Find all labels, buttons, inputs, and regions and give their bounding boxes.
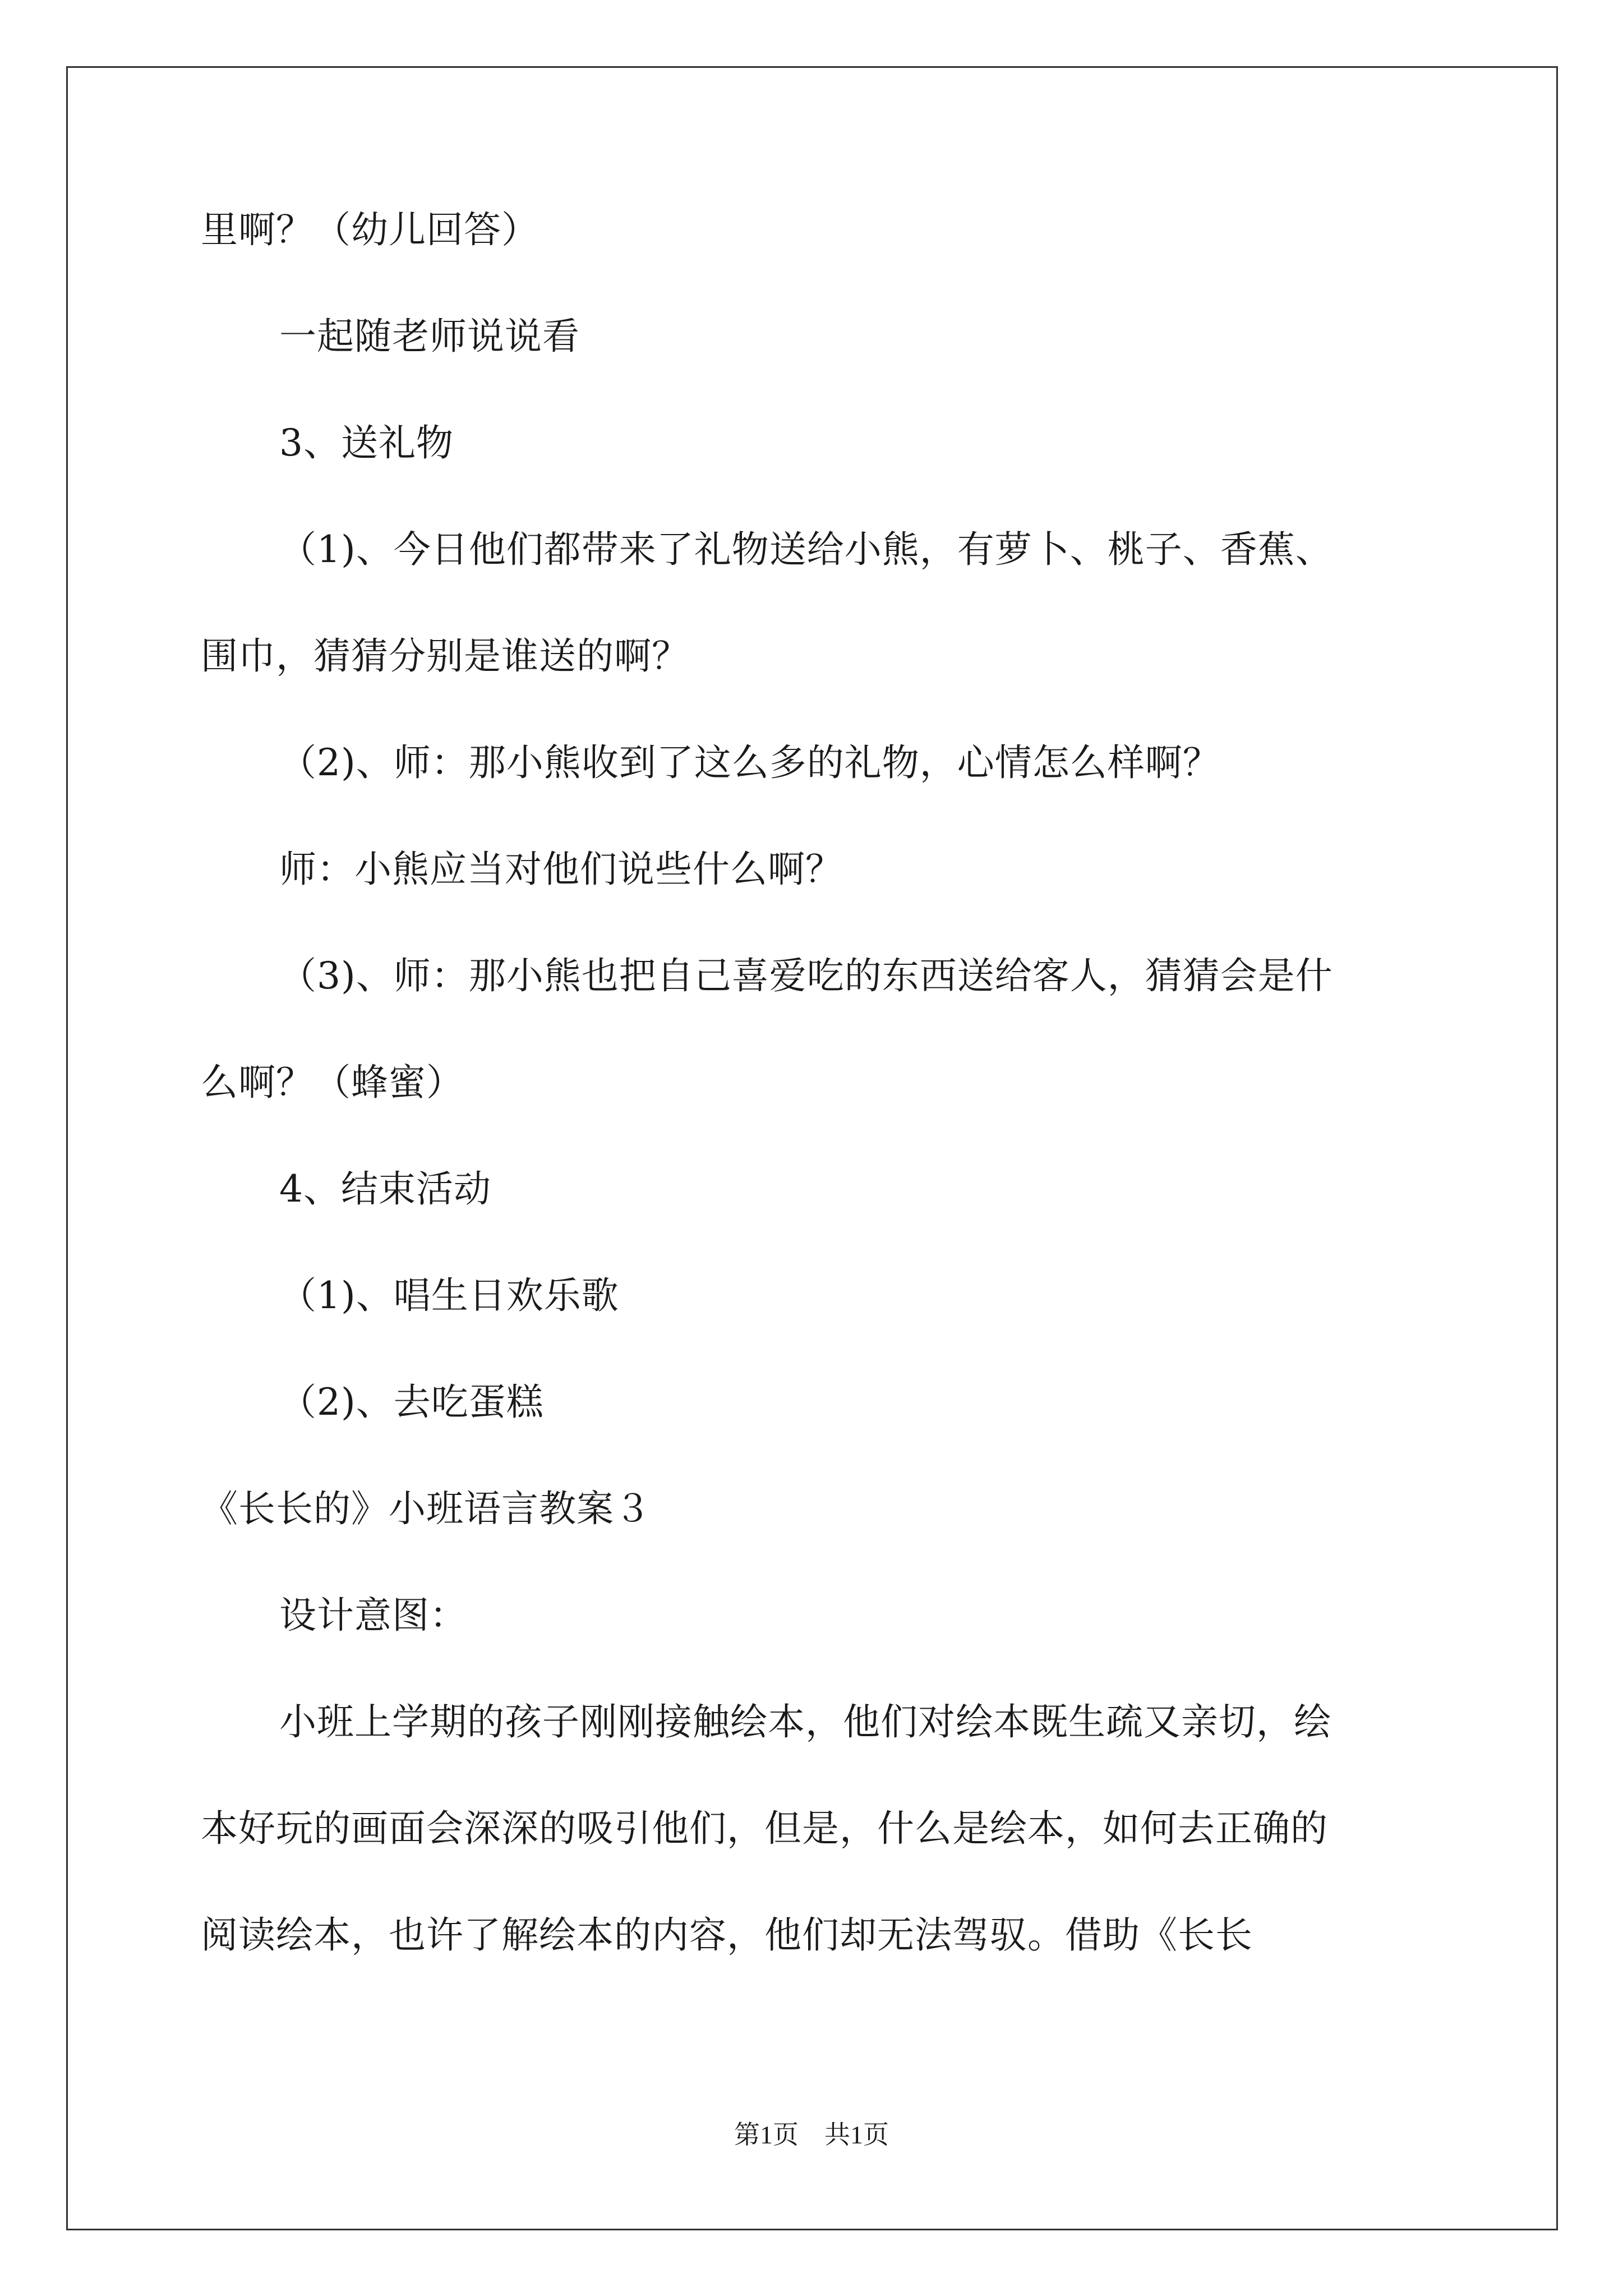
- text-line-1: 里啊？（幼儿回答）: [201, 208, 539, 251]
- text-line-8: （3)、师：那小熊也把自己喜爱吃的东西送给客人，猜猜会是什: [279, 954, 1333, 997]
- text-line-5: 围巾，猜猜分别是谁送的啊？: [201, 634, 689, 678]
- text-line-7: 师：小熊应当对他们说些什么啊？: [279, 848, 843, 891]
- text-line-17: 阅读绘本，也许了解绘本的内容，他们却无法驾驭。借助《长长: [201, 1913, 1253, 1957]
- text-line-15: 小班上学期的孩子刚刚接触绘本，他们对绘本既生疏又亲切，绘: [279, 1700, 1331, 1743]
- section-heading-3: 3、送礼物: [279, 421, 454, 464]
- text-line-4: （1)、今日他们都带来了礼物送给小熊，有萝卜、桃子、香蕉、: [279, 528, 1333, 571]
- text-line-16: 本好玩的画面会深深的吸引他们，但是，什么是绘本，如何去正确的: [201, 1807, 1328, 1850]
- section-heading-4: 4、结束活动: [279, 1167, 491, 1211]
- text-line-9: 么啊？（蜂蜜）: [201, 1061, 464, 1104]
- page-footer: 第1页 共1页: [734, 2120, 889, 2149]
- page-border: [66, 66, 1558, 2230]
- lesson-plan-title: 《长长的》小班语言教案３: [201, 1487, 652, 1530]
- text-line-11: （1)、唱生日欢乐歌: [279, 1274, 619, 1317]
- design-intent-heading: 设计意图：: [279, 1594, 467, 1637]
- text-line-2: 一起随老师说说看: [279, 315, 580, 358]
- text-line-12: （2)、去吃蛋糕: [279, 1381, 544, 1424]
- text-line-6: （2)、师：那小熊收到了这么多的礼物，心情怎么样啊？: [279, 741, 1220, 784]
